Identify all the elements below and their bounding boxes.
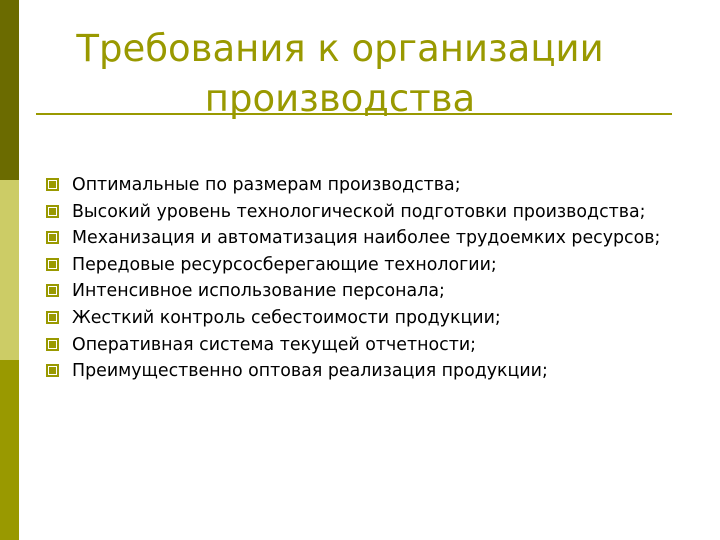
title-divider bbox=[36, 113, 672, 115]
list-item-text: Жесткий контроль себестоимости продукции; bbox=[72, 307, 501, 328]
decorative-sidebar-top bbox=[0, 0, 19, 180]
square-bullet-icon bbox=[46, 311, 59, 324]
list-item-text: Интенсивное использование персонала; bbox=[72, 281, 445, 302]
requirements-list bbox=[46, 174, 686, 387]
list-item-text: Преимущественно оптовая реализация продукции; bbox=[72, 361, 548, 382]
list-item bbox=[46, 280, 686, 302]
decorative-sidebar-bottom bbox=[0, 360, 19, 540]
square-bullet-icon bbox=[46, 364, 59, 377]
list-item-text: Оперативная система текущей отчетности; bbox=[72, 334, 476, 355]
square-bullet-icon bbox=[46, 205, 59, 218]
decorative-sidebar-middle bbox=[0, 180, 19, 360]
list-item-text: Высокий уровень технологической подготовки производства; bbox=[72, 201, 646, 222]
square-bullet-icon bbox=[46, 231, 59, 244]
list-item bbox=[46, 334, 686, 356]
list-item-text: Передовые ресурсосберегающие технологии; bbox=[72, 254, 497, 275]
list-item bbox=[46, 307, 686, 329]
list-item-text: Оптимальные по размерам производства; bbox=[72, 175, 461, 195]
square-bullet-icon bbox=[46, 338, 59, 351]
list-item bbox=[46, 360, 686, 382]
slide-title-line-1: Требования к организации bbox=[76, 27, 604, 70]
list-item bbox=[46, 254, 686, 276]
slide-title bbox=[40, 24, 640, 124]
list-item bbox=[46, 201, 686, 223]
list-item bbox=[46, 174, 686, 196]
list-item-text: Механизация и автоматизация наиболее трудоемких ресурсов; bbox=[72, 228, 661, 249]
slide-title-line-2: производства bbox=[204, 77, 476, 120]
square-bullet-icon bbox=[46, 258, 59, 271]
list-item bbox=[46, 227, 686, 249]
square-bullet-icon bbox=[46, 284, 59, 297]
square-bullet-icon bbox=[46, 178, 59, 191]
